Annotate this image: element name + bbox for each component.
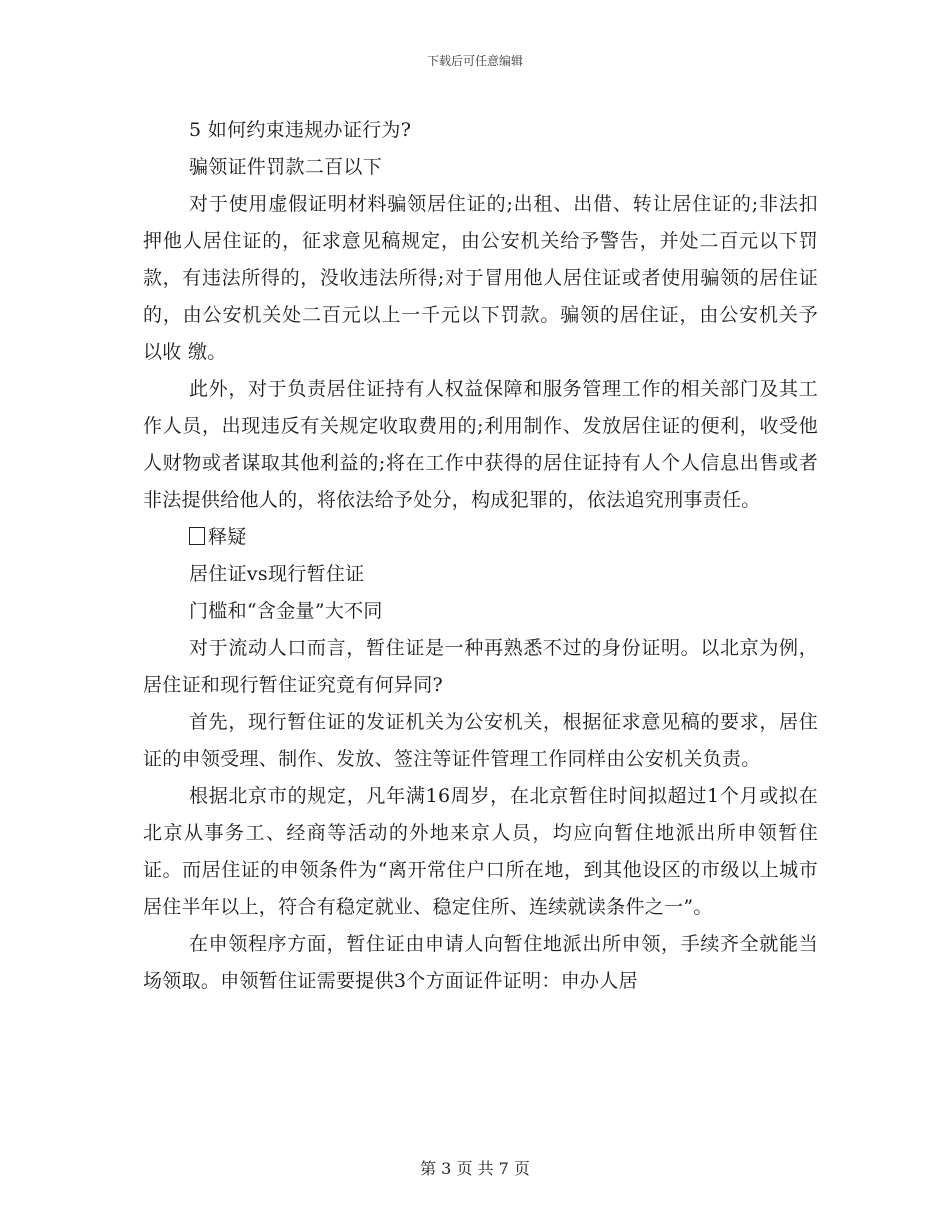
page-footer: 第 3 页 共 7 页: [420, 1159, 530, 1178]
section-heading: [143, 519, 818, 556]
section-heading-label: 释疑: [208, 526, 247, 548]
subheading: 门槛和“含金量”大不同: [189, 600, 383, 622]
paragraph: 首先，现行暂住证的发证机关为公安机关，根据征求意见稿的要求，居住证的申领受理、制作、发放、签注等证件管理工作同样由公安机关负责。: [143, 711, 818, 770]
paragraph: 在申领程序方面，暂住证由申请人向暂住地派出所申领，手续齐全就能当场领取。申领暂住证需要提供3个方面证件证明：申办人居: [143, 933, 818, 992]
paragraph: 此外，对于负责居住证持有人权益保障和服务管理工作的相关部门及其工作人员，出现违反有关规定收取费用的;利用制作、发放居住证的便利，收受他 人财物或者谋取其他利益的;将在工作中获得的居住证持有人个人信息出售或者非法提供给他人的，将依法给予处分，构成犯罪的，依法追究刑事责任。: [143, 378, 825, 511]
paragraph: 对于流动人口而言，暂住证是一种再熟悉不过的身份证明。以北京为例，居住证和现行暂住证究竟有何异同?: [143, 637, 818, 696]
question-heading: 5 如何约束违规办证行为?: [189, 119, 412, 141]
paragraph: 对于使用虚假证明材料骗领居住证的;出租、出借、转让居住证的;非法扣押他人居住证的，征求意见稿规定，由公安机关给予警告，并处二百元以下罚 款，有违法所得的，没收违法所得;对于冒用他人居住证或者使用骗领的居住证的，由公安机关处二百元以上一千元以下罚款。骗领的居住证，由公安机关予以收 缴。: [143, 193, 825, 363]
checkbox-icon: [189, 527, 205, 545]
subheading: 居住证vs现行暂住证: [189, 563, 365, 585]
subheading: 骗领证件罚款二百以下: [189, 156, 383, 178]
document-body: [143, 112, 825, 1000]
paragraph: 根据北京市的规定，凡年满16周岁，在北京暂住时间拟超过1个月或拟在北京从事务工、经商等活动的外地来京人员，均应向暂住地派出所申领暂住 证。而居住证的申领条件为“离开常住户口所在地，到其他设区的市级以上城市居住半年以上，符合有稳定就业、稳定住所、连续就读条件之一”。: [143, 785, 825, 918]
page-header: 下载后可任意编辑: [426, 54, 523, 68]
